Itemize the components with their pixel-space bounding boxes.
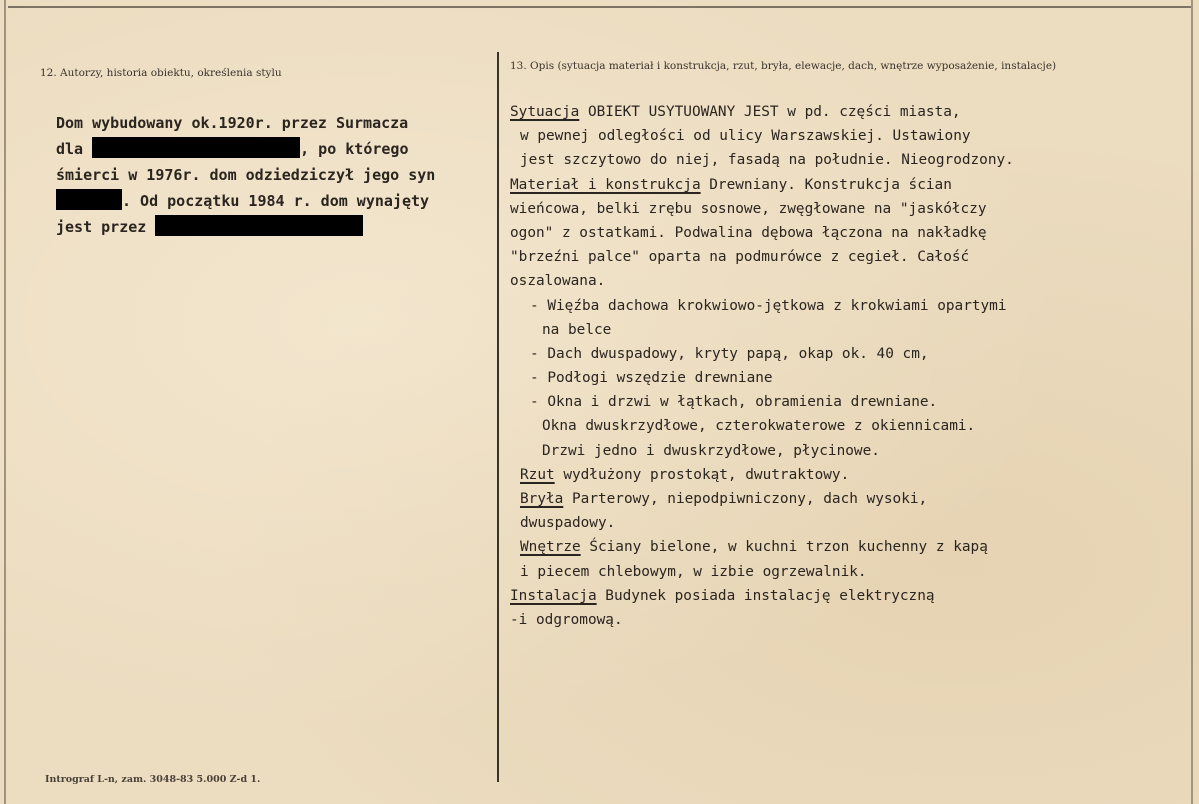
text-fragment: Drewniany. Konstrukcja ścian: [700, 176, 952, 193]
history-line: [56, 136, 435, 162]
text-fragment: wydłużony prostokąt, dwutraktowy.: [554, 466, 850, 483]
column-divider: [497, 52, 499, 782]
description-line: [510, 487, 1014, 511]
text-fragment: Ściany bielone, w kuchni trzon kuchenny z kapą: [580, 539, 988, 556]
description-line: "brzeźni palce" oparta na podmurówce z cegieł. Całość: [510, 249, 970, 266]
redaction-bar: [155, 215, 363, 236]
description-line: [510, 535, 1014, 559]
description-line: - Okna i drzwi w łątkach, obramienia drewniane.: [530, 394, 938, 411]
description-line: wieńcowa, belki zrębu sosnowe, zwęgłowane na "jaskółczy: [510, 200, 987, 217]
left-border: [4, 0, 6, 804]
history-text: [56, 110, 435, 240]
text-fragment: Budynek posiada instalację elektryczną: [596, 587, 935, 604]
description-line: w pewnej odległości od ulicy Warszawskiej. Ustawiony: [520, 128, 971, 145]
text-fragment: jest przez: [56, 218, 156, 236]
description-text: [510, 100, 1014, 632]
description-line: [510, 584, 1014, 608]
history-line: Dom wybudowany ok.1920r. przez Surmacza: [56, 114, 409, 132]
description-line: i piecem chlebowym, w izbie ogrzewalnik.: [520, 563, 867, 580]
description-line: Drzwi jedno i dwuskrzydłowe, płycinowe.: [542, 442, 880, 459]
history-line: śmierci w 1976r. dom odziedziczył jego syn: [56, 166, 436, 184]
right-border: [1191, 0, 1193, 804]
text-fragment: Parterowy, niepodpiwniczony, dach wysoki,: [563, 491, 928, 507]
description-line: [510, 100, 1014, 124]
section-12-heading: 12. Autorzy, historia obiektu, określenia stylu: [40, 67, 282, 79]
top-border: [8, 6, 1193, 8]
label-rzut: Rzut: [520, 466, 555, 483]
label-material: Materiał i konstrukcja: [510, 176, 701, 193]
description-line: - Podłogi wszędzie drewniane: [530, 370, 773, 387]
redaction-bar: [56, 189, 122, 210]
text-fragment: . Od początku 1984 r. dom wynajęty: [122, 192, 430, 210]
label-bryla: Bryła: [520, 491, 564, 507]
history-line: [56, 188, 435, 214]
redaction-bar: [92, 137, 300, 158]
printer-imprint: Intrograf L-n, zam. 3048-83 5.000 Z-d 1.: [45, 774, 261, 785]
label-sytuacja: Sytuacja: [510, 104, 580, 120]
description-line: - Dach dwuspadowy, kryty papą, okap ok. 40 cm,: [530, 345, 929, 362]
description-line: ogon" z ostatkami. Podwalina dębowa łączona na nakładkę: [510, 224, 987, 241]
description-line: - Więźba dachowa krokwiowo-jętkowa z krokwiami opartymi: [530, 297, 1007, 314]
description-line: jest szczytowo do niej, fasadą na południe. Nieogrodzony.: [520, 152, 1014, 169]
description-line: dwuspadowy.: [520, 515, 616, 532]
text-fragment: OBIEKT USYTUOWANY JEST w pd. części miasta,: [579, 104, 961, 120]
description-line: [510, 173, 1014, 197]
label-wnetrze: Wnętrze: [520, 539, 581, 556]
text-fragment: dla: [56, 140, 93, 158]
description-line: [510, 463, 1014, 487]
text-fragment: , po którego: [300, 140, 409, 158]
description-line: oszalowana.: [510, 273, 606, 290]
label-instalacja: Instalacja: [510, 587, 597, 604]
description-line: -i odgromową.: [510, 611, 623, 628]
history-line: [56, 214, 435, 240]
description-line: na belce: [542, 321, 612, 338]
section-13-heading: 13. Opis (sytuacja materiał i konstrukcja, rzut, bryła, elewacje, dach, wnętrze wyposażenie, instalacje): [510, 60, 1057, 72]
description-line: Okna dwuskrzydłowe, czterokwaterowe z okiennicami.: [542, 418, 976, 435]
